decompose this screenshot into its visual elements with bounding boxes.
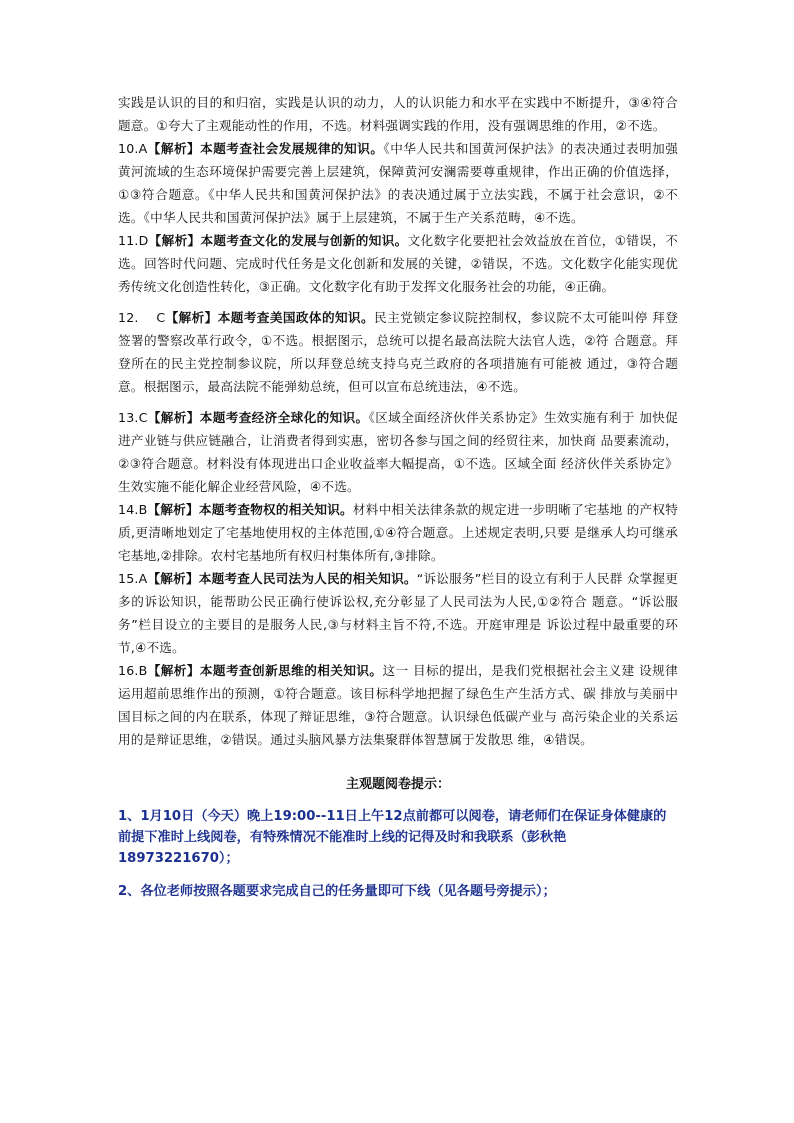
answer-number: 13.C <box>118 410 148 425</box>
analysis-text: 《区域全面经济伙伴关系协定》生效实施有利于 加快促进产业链与供应链融合，让消费者得到实惠，密切各参与国之间的经贸往来，加快商 品要素流动，②③符合题意。材料没有体现进出口企业收益率大幅提高，①不选。区域全面 经济伙伴关系协定》生效实施不能化解企业经营风险，④不选。 <box>118 410 678 494</box>
answer-number: 12. C <box>118 310 166 325</box>
answer-number: 16.B <box>118 663 148 678</box>
analysis-heading: 【解析】本题考查美国政体的知识。 <box>165 310 375 325</box>
section-title: 主观题阅卷提示： <box>345 777 450 792</box>
spacer <box>118 298 678 306</box>
answer-10 <box>118 137 678 229</box>
paragraph-continuation <box>118 91 678 137</box>
analysis-heading: 【解析】本题考查人民司法为人民的相关知识。 <box>147 571 417 586</box>
analysis-heading: 【解析】本题考查创新思维的相关知识。 <box>147 663 383 678</box>
analysis-heading: 【解析】本题考查文化的发展与创新的知识。 <box>148 233 408 248</box>
document-body <box>118 91 678 914</box>
analysis-heading: 【解析】本题考查物权的相关知识。 <box>147 502 353 517</box>
answer-16 <box>118 659 678 751</box>
notice-item: 2、各位老师按照各题要求完成自己的任务量即可下线（见各题号旁提示）； <box>118 884 556 899</box>
answer-15 <box>118 567 678 659</box>
notice-item: 1、1月10日（今天）晚上19:00--11日上午12点前都可以阅卷，请老师们在保证身体健康的前提下准时上线阅卷，有特殊情况不能准时上线的记得及时和我联系（彭秋艳18973221670）； <box>118 809 667 866</box>
analysis-text: 民主党锁定参议院控制权，参议院不太可能叫停 拜登签署的警察改革行政令，①不选。根据图示，总统可以提名最高法院大法官人选，②符 合题意。拜登所在的民主党控制参议院，所以拜登总统支持乌克兰政府的各项措施有可能被 通过，③符合题意。根据图示，最高法院不能弹劾总统，但可以宣布总统违法，④不选。 <box>118 310 678 394</box>
spacer <box>118 398 678 406</box>
analysis-text: “诉讼服务”栏目的设立有利于人民群 众掌握更多的诉讼知识，能帮助公民正确行使诉讼权,充分彰显了人民司法为人民,①②符合 题意。“诉讼服务”栏目设立的主要目的是服务人民,③与材料主旨不符,不选。开庭审理是 诉讼过程中最重要的环节,④不选。 <box>118 571 679 655</box>
paragraph-text: 实践是认识的目的和归宿，实践是认识的动力，人的认识能力和水平在实践中不断提升，③④符合题意。①夸大了主观能动性的作用，不选。材料强调实践的作用，没有强调思维的作用，②不选。 <box>118 95 678 133</box>
analysis-heading: 【解析】本题考查经济全球化的知识。 <box>147 410 369 425</box>
answer-number: 11.D <box>118 233 149 248</box>
answer-11 <box>118 229 678 298</box>
answer-number: 14.B <box>118 502 148 517</box>
answer-14 <box>118 498 678 567</box>
analysis-text: 这一 目标的提出，是我们党根据社会主义建 设规律运用超前思维作出的预测，①符合题意。该目标科学地把握了绿色生产生活方式、碳 排放与美丽中国目标之间的内在联系，体现了辩证思维，③符合题意。认识绿色低碳产业与 高污染企业的关系运用的是辩证思维，②错误。通过头脑风暴方法集聚群体智慧属于发散思 维，④错误。 <box>118 663 678 747</box>
answer-number: 15.A <box>118 571 148 586</box>
answer-12 <box>118 306 678 398</box>
answer-13 <box>118 406 678 498</box>
analysis-heading: 【解析】本题考查社会发展规律的知识。 <box>147 141 384 156</box>
analysis-text: 文化数字化要把社会效益放在首位，①错误，不选。回答时代问题、完成时代任务是文化创新和发展的关键，②错误，不选。文化数字化能实现优秀传统文化创造性转化，③正确。文化数字化有助于发挥文化服务社会的功能，④正确。 <box>118 233 678 294</box>
analysis-text: 材料中相关法律条款的规定进一步明晰了宅基地 的产权特质,更清晰地划定了宅基地使用权的主体范围,①④符合题意。上述规定表明,只要 是继承人均可继承宅基地,②排除。农村宅基地所有权归村集体所有,③排除。 <box>118 502 678 563</box>
analysis-text: 《中华人民共和国黄河保护法》的表决通过表明加强黄河流域的生态环境保护需要完善上层建筑，保障黄河安澜需要尊重规律，作出正确的价值选择，①③符合题意。《中华人民共和国黄河保护法》的表决通过属于立法实践，不属于社会意识，②不选。《中华人民共和国黄河保护法》属于上层建筑，不属于生产关系范畴，④不选。 <box>118 141 678 225</box>
answer-number: 10.A <box>118 141 148 156</box>
